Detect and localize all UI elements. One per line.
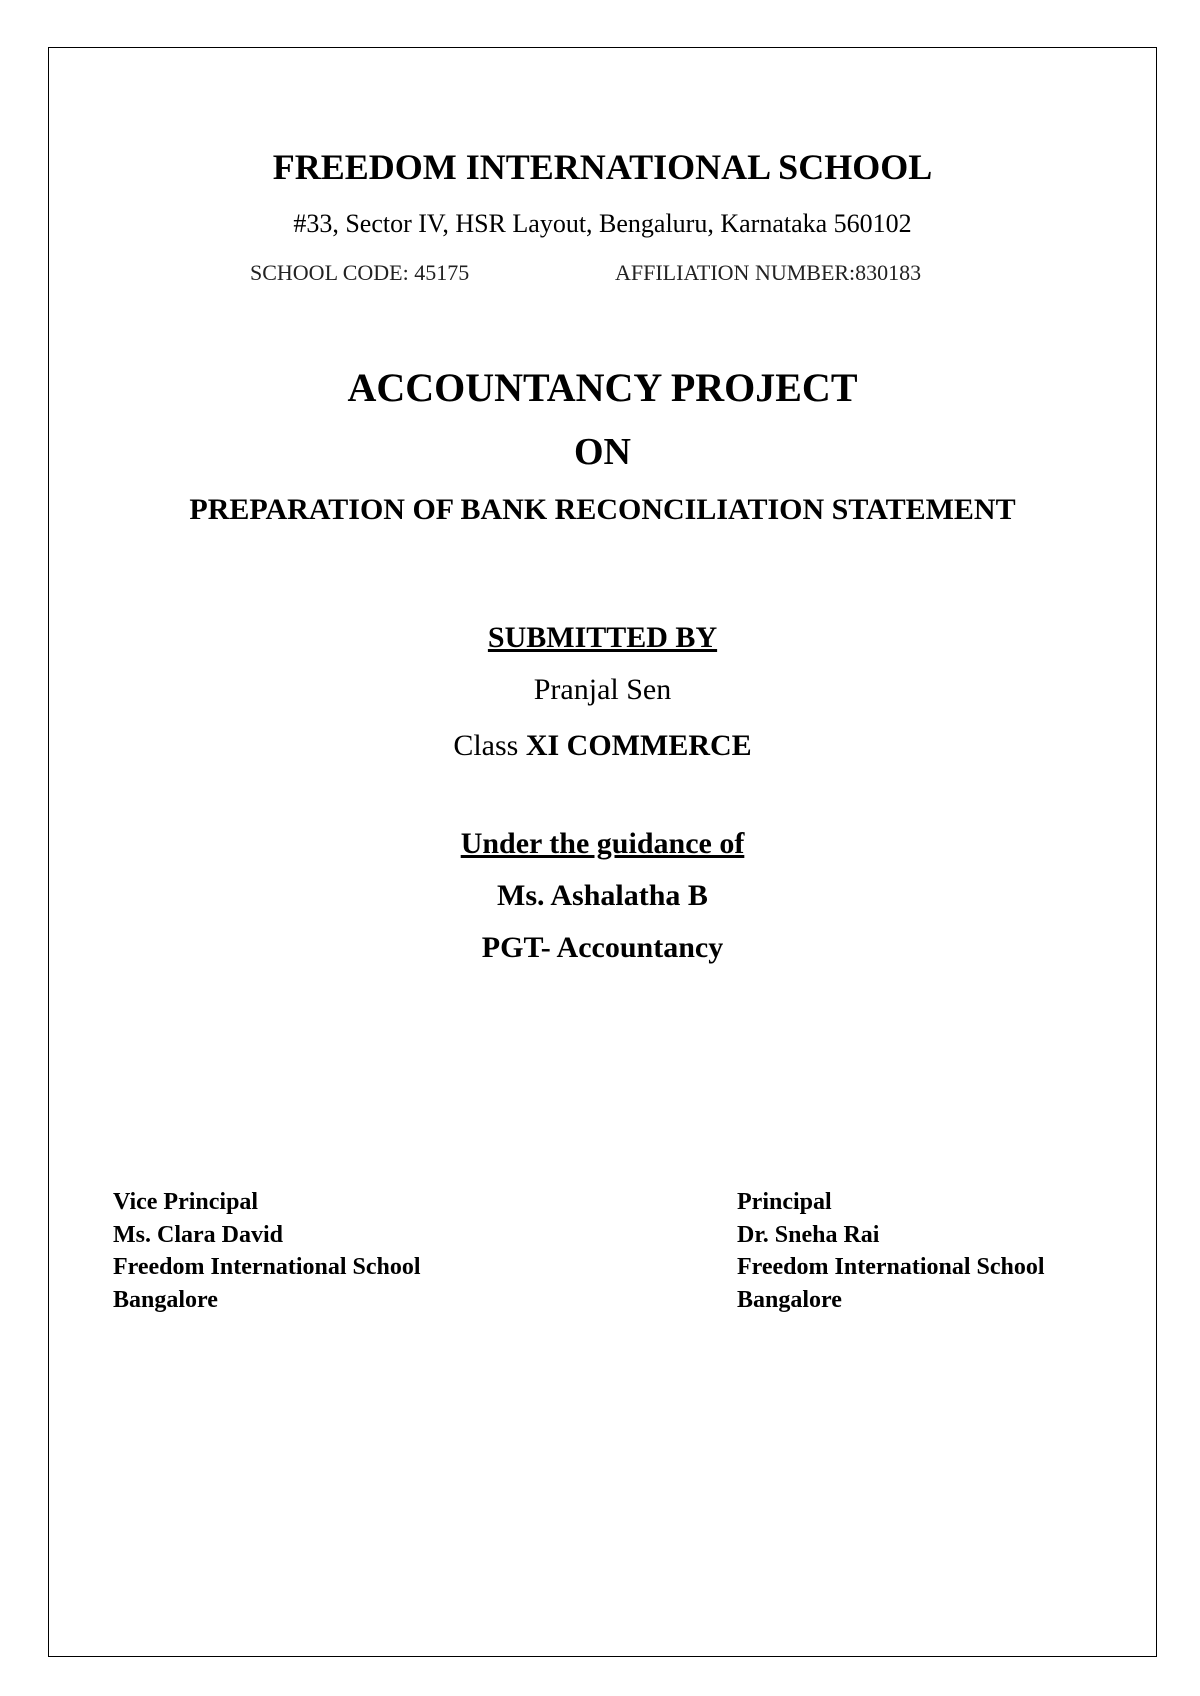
vice-principal-block	[113, 1186, 421, 1316]
vice-principal-institution: Freedom International School	[113, 1254, 421, 1280]
school-address: #33, Sector IV, HSR Layout, Bengaluru, Karnataka 560102	[293, 209, 912, 238]
submitted-by-heading: SUBMITTED BY	[487, 621, 718, 654]
project-topic: PREPARATION OF BANK RECONCILIATION STATEMENT	[189, 493, 1016, 526]
affiliation-number: AFFILIATION NUMBER:830183	[615, 260, 922, 285]
school-name: FREEDOM INTERNATIONAL SCHOOL	[272, 147, 933, 187]
principal-city: Bangalore	[737, 1286, 842, 1313]
principal-role: Principal	[737, 1189, 832, 1215]
class-name: XI COMMERCE	[525, 729, 752, 762]
project-on: ON	[574, 431, 631, 473]
guide-name: Ms. Ashalatha B	[497, 879, 708, 912]
school-code: SCHOOL CODE: 45175	[250, 260, 470, 285]
guidance-heading: Under the guidance of	[460, 827, 745, 860]
vice-principal-city: Bangalore	[113, 1286, 218, 1313]
principal-name: Dr. Sneha Rai	[737, 1221, 880, 1248]
principal-block	[737, 1186, 1045, 1316]
class-prefix: Class	[453, 729, 519, 762]
guide-title: PGT- Accountancy	[481, 931, 724, 964]
vice-principal-name: Ms. Clara David	[113, 1221, 283, 1248]
student-class	[48, 726, 1157, 766]
vice-principal-role: Vice Principal	[113, 1189, 259, 1215]
student-name: Pranjal Sen	[533, 673, 672, 706]
principal-institution: Freedom International School	[737, 1254, 1045, 1280]
project-title: ACCOUNTANCY PROJECT	[347, 365, 858, 410]
